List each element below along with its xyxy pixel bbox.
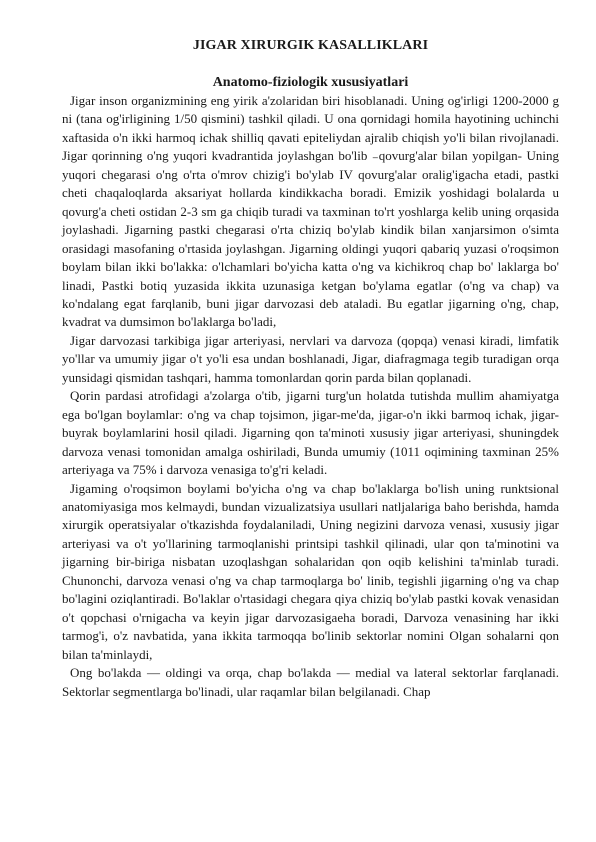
paragraph-4: Jigaming o'roqsimon boylami bo'yicha o'ng va chap bo'laklarga bo'lish uning runktsional anatomiyasiga mos kelmaydi, bundan vizualizatsiya usullari natljalariga baho berishda, hamda xirurgik operatsiyalar o'tkazishda foydalaniladi, Uning negizini darvoza venasi, xususiy jigar arteriyasi va o't yo'llarining tarmoqlanishi printsipi tashkil qilinadi, ular qon ta'minotini va jigarning bir-biriga nisbatan uzoqlashgan sohalaridan qon oqib kelishini ta'minlab turadi. Chunonchi, darvoza venasi o'ng va chap tarmoqlarga bo' linib, tegishli jigarning o'ng va chap bo'lagini oziqlantiradi. Bo'laklar o'rtasidagi chegara qiya chiziq bo'ylab pastki kovak venasidan o't qopchasi o'rnigacha va keyin jigar darvozasigaeha boradi, Darvoza venasining har ikki tarmog'i, o'z navbatida, yana ikkita tarmoqqa bo'linib sektorlar nomini Olgan sohalarni qon bilan ta'minlaydi, (62, 480, 559, 662)
document-title: JIGAR XIRURGIK KASALLIKLARI (192, 38, 429, 53)
paragraph-1: Jigar inson organizmining eng yirik a'zolaridan biri hisoblanadi. Uning og'irligi 1200-2000 g ni (tana og'irligining 1/50 qismini) tashkil qiladi. U ona qornidagi homila hayotining uchinchi xaftasida o'n ikki harmoq ichak shilliq qavati epiteliydan ajralib chiqish yo'li bilan rivojlanadi. Jigar qorinning o'ng yuqori kvadrantida joylashgan bo'lib ₋qovurg'alar bilan yopilgan- Uning yuqori chegarasi o'ng o'rta o'mrov chizig'i bo'ylab IV qovurg'alar oralig'igacha etadi, pastki cheti chaqaloqlarda aksariyat hollarda kindikkacha boradi. Emizik yoshidagi bolalarda u qovurg'a cheti ostidan 2-3 sm ga chiqib turadi va taxminan to'rt yoshlarga kelib uning orqasida joylashadi. Jigarning pastki chegarasi o'rta chiziq bo'ylab kindik bilan xanjarsimon o'simta orasidagi masofaning o'rtasida joylashgan. Jigarning oldingi yuqori qabariq yuzasi o'roqsimon boylam bilan ikki bo'lakka: o'lchamlari bo'yicha katta o'ng va kichikroq chap bo' laklarga bo' linadi, Pastki botiq yuzasida ikkita uzunasiga ketgan bo'ylama egatlar (o'ng va chap) va ko'ndalang egat farqlanib, buni jigar darvozasi deb ataladi. Bu egatlar jigarning o'ng, chap, kvadrat va dumsimon bo'laklarga bo'ladi, (62, 93, 559, 330)
section-subtitle: Anatomo-fiziologik xususiyatlari (212, 75, 409, 90)
paragraph-3: Qorin pardasi atrofidagi a'zolarga o'tib, jigarni turg'un holatda tutishda mullim ahamiyatga ega bo'lgan boylamlar: o'ng va chap tojsimon, jigar-me'da, jigar-o'n ikki barmoq ichak, jigar-buyrak boylamlarini hosil qiladi. Jigarning qon ta'minoti xususiy jigar arteriyasi, shuningdek darvoza venasi tomonidan amalga oshiriladi, Bunda umumiy (1011 oqimining taxminan 25% arteriyaga va 75% i darvoza venasiga to'g'ri keladi. (62, 388, 559, 478)
paragraph-5: Ong bo'lakda — oldingi va orqa, chap bo'lakda — medial va lateral sektorlar farqlanadi. Sektorlar segmentlarga bo'linadi, ular raqamlar bilan belgilanadi. Chap (62, 665, 559, 699)
paragraph-2: Jigar darvozasi tarkibiga jigar arteriyasi, nervlari va darvoza (qopqa) venasi kiradi, limfatik yo'llar va umumiy jigar o't yo'li esa undan boshlanadi, Jigar, diafragmaga tegib turadigan orqa yunsidagi qismidan tashqari, hamma tomonlardan qorin parda bilan qoplanadi. (62, 332, 559, 385)
document-page (62, 37, 559, 701)
